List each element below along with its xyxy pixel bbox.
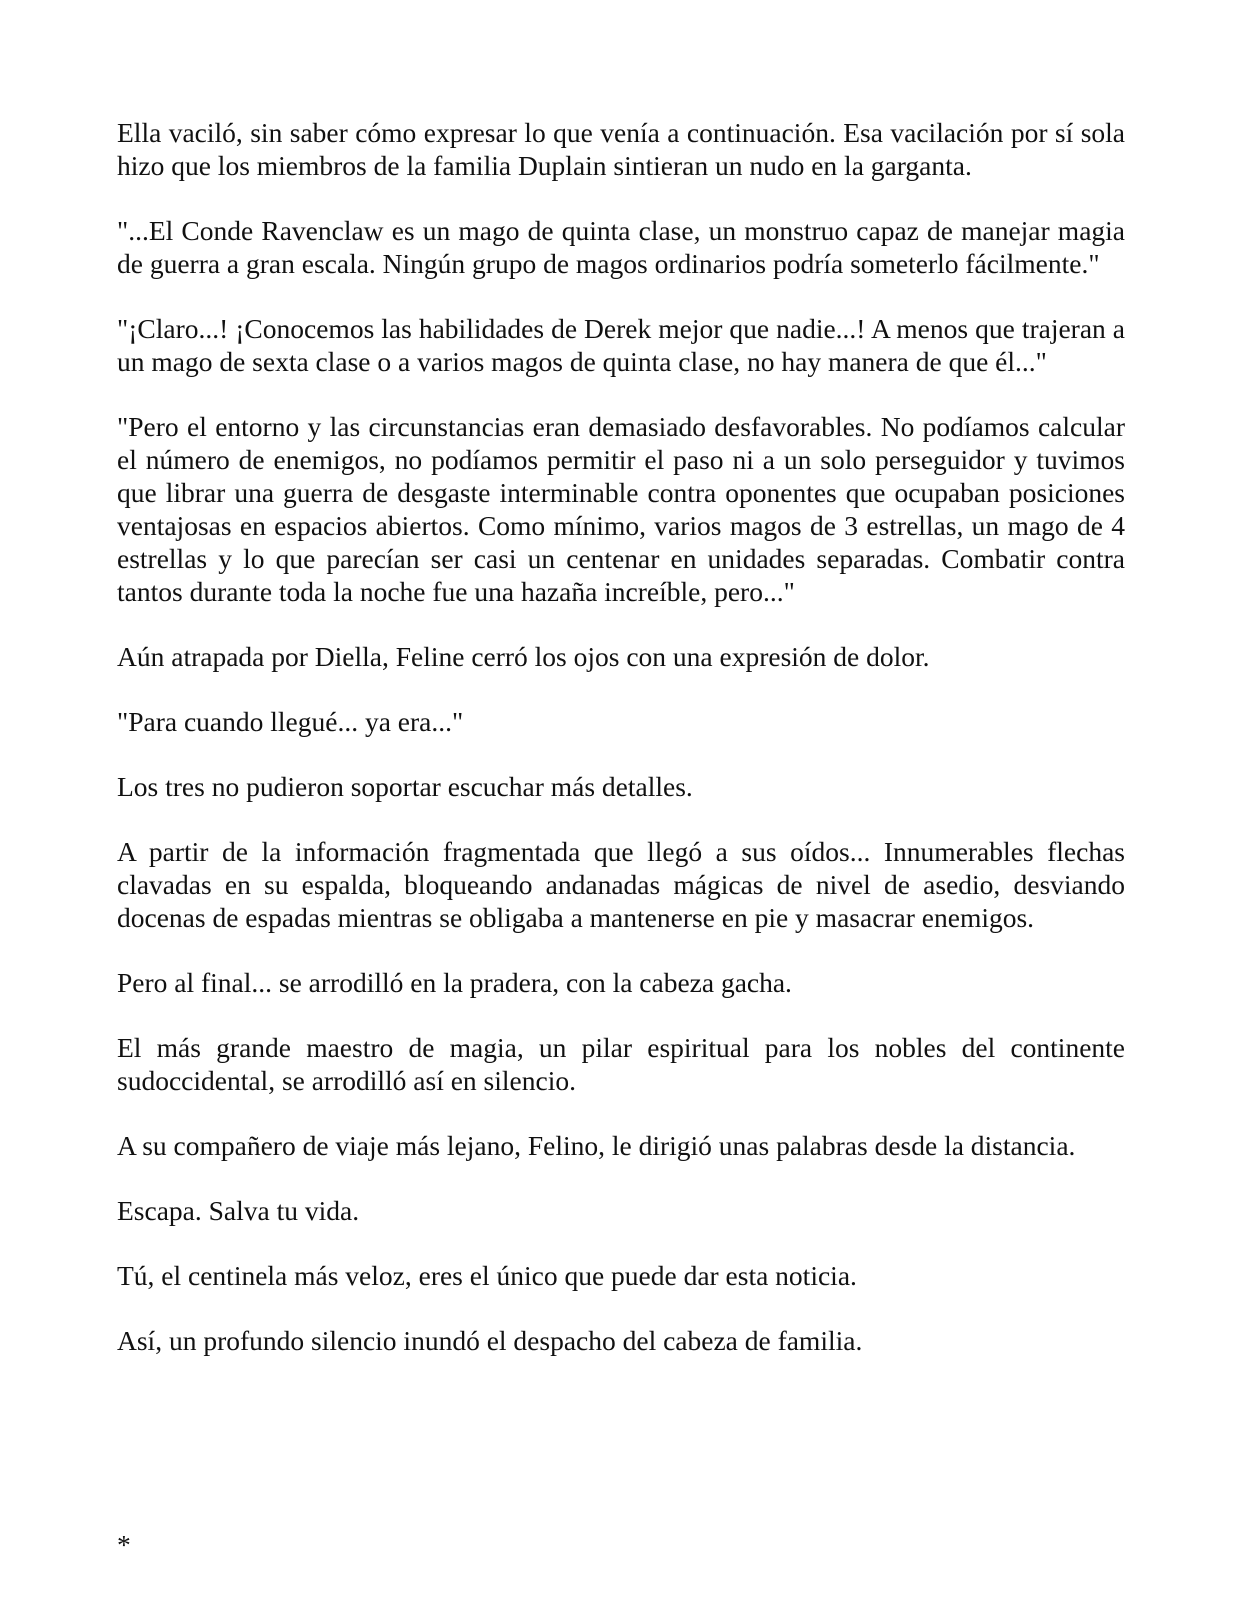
paragraph: Aún atrapada por Diella, Feline cerró los ojos con una expresión de dolor.	[117, 641, 930, 672]
paragraph: "¡Claro...! ¡Conocemos las habilidades de Derek mejor que nadie...! A menos que trajeran a un mago de sexta clase o a varios magos de quinta clase, no hay manera de que él..."	[117, 313, 1125, 377]
paragraph: Pero al final... se arrodilló en la pradera, con la cabeza gacha.	[117, 967, 792, 998]
paragraph: El más grande maestro de magia, un pilar espiritual para los nobles del continente sudoccidental, se arrodilló así en silencio.	[117, 1032, 1125, 1096]
scene-break-marker: *	[117, 1529, 131, 1560]
paragraph: "...El Conde Ravenclaw es un mago de quinta clase, un monstruo capaz de manejar magia de guerra a gran escala. Ningún grupo de magos ordinarios podría someterlo fácilmente."	[117, 215, 1125, 279]
paragraph: Tú, el centinela más veloz, eres el único que puede dar esta noticia.	[117, 1260, 857, 1291]
paragraph: Así, un profundo silencio inundó el despacho del cabeza de familia.	[117, 1325, 863, 1356]
paragraph: Los tres no pudieron soportar escuchar más detalles.	[117, 771, 693, 802]
paragraph: Ella vaciló, sin saber cómo expresar lo que venía a continuación. Esa vacilación por sí sola hizo que los miembros de la familia Duplain sintieran un nudo en la garganta.	[117, 117, 1125, 181]
paragraph: "Para cuando llegué... ya era..."	[117, 706, 464, 737]
paragraph: A su compañero de viaje más lejano, Felino, le dirigió unas palabras desde la distancia.	[117, 1130, 1076, 1161]
paragraph: "Pero el entorno y las circunstancias eran demasiado desfavorables. No podíamos calcular el número de enemigos, no podíamos permitir el paso ni a un solo perseguidor y tuvimos que librar una guerra de desgaste interminable contra oponentes que ocupaban posiciones ventajosas en espacios abiertos. Como mínimo, varios magos de 3 estrellas, un mago de 4 estrellas y lo que parecían ser casi un centenar en unidades separadas. Combatir contra tantos durante toda la noche fue una hazaña increíble, pero..."	[117, 411, 1125, 607]
paragraph: Escapa. Salva tu vida.	[117, 1195, 360, 1226]
document-body	[117, 116, 1125, 1389]
paragraph: A partir de la información fragmentada que llegó a sus oídos... Innumerables flechas clavadas en su espalda, bloqueando andanadas mágicas de nivel de asedio, desviando docenas de espadas mientras se obligaba a mantenerse en pie y masacrar enemigos.	[117, 836, 1125, 933]
